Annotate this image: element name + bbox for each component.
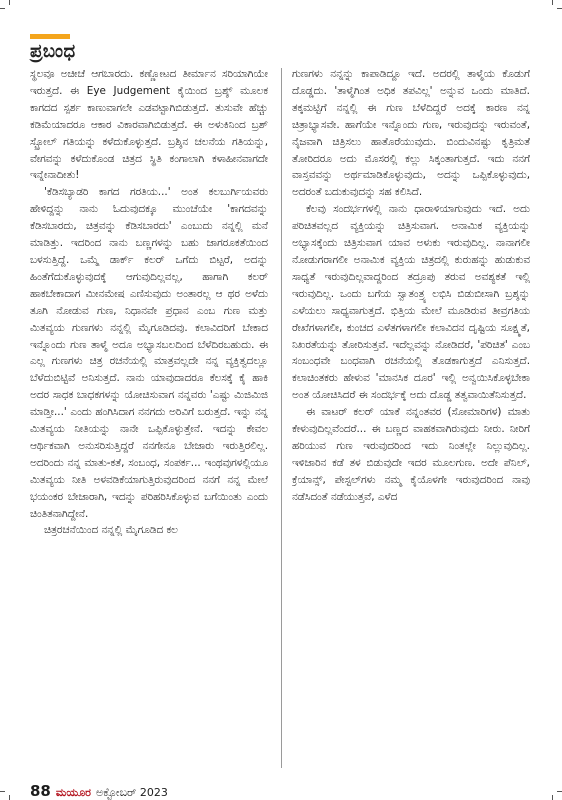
page-number: 88 xyxy=(30,782,51,800)
issue-date: ಅಕ್ಟೋಬರ್ 2023 xyxy=(95,786,168,799)
crop-mark xyxy=(557,8,562,9)
section-accent-bar xyxy=(30,34,70,39)
paragraph: 'ಕೆಡಿಸಬ್ಯಾಡರಿ ಕಾಗದ ಗರತಿಯ...' ಅಂತ ಕಲಬುರ್ಗಿಯವರು ಹೇಳಿದ್ದನ್ನು ನಾನು ಓದುವುದಕ್ಕೂ ಮುಂಚೆಯೇ 'ಕಾಗದವನ್ನು ಕೆಡಿಸಬಾರದು, ಚಿತ್ರವನ್ನು ಕೆಡಿಸಬಾರದು' ಎಂಬುದು ನನ್ನಲ್ಲಿ ಮನೆ ಮಾಡಿತ್ತು. ಇದರಿಂದ ನಾನು ಬಣ್ಣಗಳನ್ನು ಬಹು ಜಾಗರೂಕತೆಯಿಂದ ಬಳಸುತ್ತಿದ್ದೆ. ಒಮ್ಮೆ ಡಾರ್ಕ್ ಕಲರ್ ಒಗೆದು ಬಿಟ್ಟರೆ, ಅದನ್ನು ಹಿಂತೆಗೆದುಕೊಳ್ಳುವುದಕ್ಕೆ ಆಗುವುದಿಲ್ಲವಲ್ಲ, ಹಾಗಾಗಿ ಕಲರ್ ಹಾಕಬೇಕಾದಾಗ ಮೀನಮೇಷ ಎಣಿಸುವುದು ಅಂತಾರಲ್ಲ ಆ ಥರ ಅಳೆದು ತೂಗಿ ನೋಡುವ ಗುಣ, ನಿಧಾನವೇ ಪ್ರಧಾನ ಎಂಬ ಗುಣ ಮತ್ತು ಮಿತವ್ಯಯ ಗುಣಗಳು ನನ್ನಲ್ಲಿ ಮೈಗೂಡಿದವು. ಕಲಾವಿದರಿಗೆ ಬೇಕಾದ ಇನ್ನೊಂದು ಗುಣ ತಾಳ್ಮೆ ಅದೂ ಅಭ್ಯಾಸಬಲದಿಂದ ಬೆಳೆದಿರಬಹುದು. ಈ ಎಲ್ಲ ಗುಣಗಳು ಚಿತ್ರ ರಚನೆಯಲ್ಲಿ ಮಾತ್ರವಲ್ಲದೇ ನನ್ನ ವ್ಯಕ್ತಿತ್ವದಲ್ಲೂ ಬೆಳೆದುಬಿಟ್ಟಿವೆ ಅನಿಸುತ್ತದೆ. ನಾನು ಯಾವುದಾದರೂ ಕೆಲಸಕ್ಕೆ ಕೈ ಹಾಕಿ ಅದರ ಸಾಧಕ ಬಾಧಕಗಳನ್ನು ಯೋಚಿಸುವಾಗ ನನ್ನವರು 'ಎಷ್ಟು ಮಿಜಿಮಿಜಿ ಮಾಡ್ತೀ...' ಎಂದು ಹಂಗಿಸಿದಾಗ ನನಗದು ಅರಿವಿಗೆ ಬರುತ್ತದೆ. ಇನ್ನು ನನ್ನ ಮಿತವ್ಯಯ ನೀತಿಯನ್ನು ನಾನೇ ಒಪ್ಪಿಕೊಳ್ಳುತ್ತೇನೆ. ಇದನ್ನು ಕೇವಲ ಆರ್ಥಿಕವಾಗಿ ಅನುಸರಿಸುತ್ತಿದ್ದರೆ ನನಗೇನೂ ಬೇಜಾರು ಇರುತ್ತಿರಲಿಲ್ಲ. ಅದರಿಂದು ನನ್ನ ಮಾತು-ಕತೆ, ಸಂಬಂಧ, ಸಂಪರ್ಕ... ಇಂಥವುಗಳಲ್ಲಿಯೂ ಮಿತವ್ಯಯ ನೀತಿ ಅಳವಡಿಕೆಯಾಗುತ್ತಿರುವುದರಿಂದ ನನಗೆ ನನ್ನ ಮೇಲೆ ಭಯಂಕರ ಬೇಜಾರಾಗಿ, ಇದನ್ನು ಪರಿಹರಿಸಿಕೊಳ್ಳುವ ಬಗೆಯಿಂತು ಎಂದು ಚಿಂತಿತನಾಗಿದ್ದೇನೆ. xyxy=(30,186,268,520)
crop-mark xyxy=(9,0,10,5)
magazine-logo: ಮಯೂರ xyxy=(55,786,91,799)
crop-mark xyxy=(552,795,553,800)
column-divider xyxy=(281,68,282,768)
page-footer xyxy=(30,782,168,800)
right-column xyxy=(292,66,530,776)
left-column xyxy=(30,66,268,776)
crop-mark xyxy=(557,791,562,792)
crop-mark xyxy=(9,795,10,800)
crop-mark xyxy=(552,0,553,5)
crop-mark xyxy=(0,8,5,9)
section-title: ಪ್ರಬಂಧ xyxy=(30,41,76,62)
paragraph: ಕೆಲವು ಸಂದರ್ಭಗಳಲ್ಲಿ ನಾನು ಧಾರಾಳಿಯಾಗುವುದು ಇದೆ. ಅದು ಪರಿಚಿತವಲ್ಲದ ವ್ಯಕ್ತಿಯನ್ನು ಚಿತ್ರಿಸುವಾಗ. ಅನಾಮಿಕ ವ್ಯಕ್ತಿಯನ್ನು ಅಭ್ಯಾಸಕ್ಕೆಂದು ಚಿತ್ರಿಸುವಾಗ ಯಾವ ಅಳುಕು ಇರುವುದಿಲ್ಲ. ನಾನಾಗಲೀ ನೋಡುಗರಾಗಲೀ ಅನಾಮಿಕ ವ್ಯಕ್ತಿಯ ಚಿತ್ರದಲ್ಲಿ ಕುರುಹನ್ನು ಹುಡುಕುವ ಸಾಧ್ಯತೆ ಇರುವುದಿಲ್ಲವಾದ್ದರಿಂದ ತದ್ರೂಪು ತರುವ ಅವಶ್ಯಕತೆ ಇಲ್ಲಿ ಇರುವುದಿಲ್ಲ. ಒಂದು ಬಗೆಯ ಸ್ವಾತಂತ್ರ್ಯ ಲಭಿಸಿ ಬಿಡುಬೀಸಾಗಿ ಬ್ರಶ್ಶನ್ನು ಎಳೆಯಲು ಸಾಧ್ಯವಾಗುತ್ತದೆ. ಭಿತ್ತಿಯ ಮೇಲೆ ಮೂಡಿರುವ ತೀವ್ರಗತಿಯ ರೇಖೆಗಳಾಗಲೀ, ಕುಂಚದ ಎಳೆತಗಳಾಗಲೀ ಕಲಾವಿದನ ದೃಷ್ಟಿಯ ಸೂಕ್ಷ್ಮತೆ, ನಿಖರತೆಯನ್ನು ತೋರಿಸುತ್ತವೆ. ಇದೆಲ್ಲವನ್ನು ನೋಡಿದರೆ, 'ಪರಿಚಿತ' ಎಂಬ ಸಂಬಂಧವೇ ಬಂಧವಾಗಿ ರಚನೆಯಲ್ಲಿ ತೊಡಕಾಗುತ್ತದೆ ಎನಿಸುತ್ತದೆ. ಕಲಾಚಿಂತಕರು ಹೇಳುವ 'ಮಾನಸಿಕ ದೂರ' ಇಲ್ಲಿ ಅನ್ವಯಿಸಿಕೊಳ್ಳಬೇಕಾ ಅಂತ ಯೋಚಿಸಿದರೆ ಈ ಸಂದರ್ಭಕ್ಕೆ ಅದು ದೊಡ್ಡ ತತ್ವವಾಯಿತೆನಿಸುತ್ತದೆ. xyxy=(292,203,530,402)
paragraph: ಈ ವಾಟರ್ ಕಲರ್ ಯಾಕೆ ನನ್ನಂತವರ (ಸೋಮಾರಿಗಳ) ಮಾತು ಕೇಳುವುದಿಲ್ಲವೆಂದರೆ... ಈ ಬಣ್ಣದ ವಾಹಕವಾಗಿರುವುದು ನೀರು. ನೀರಿಗೆ ಹರಿಯುವ ಗುಣ ಇರುವುದರಿಂದ ಇದು ನಿಂತಲ್ಲೇ ನಿಲ್ಲುವುದಿಲ್ಲ. ಇಳಿಜಾರಿನ ಕಡೆ ತಳ ಬಿಡುವುದೇ ಇದರ ಮೂಲಗುಣ. ಅದೇ ಪೆನಿಲ್, ಕ್ರೆಯಾನ್ಸ್, ಪೇಸ್ಟಲ್‌ಗಳು ನಮ್ಮ ಕೈಯೊಳಗೇ ಇರುವುದರಿಂದ ನಾವು ನಡೆಸಿದಂತೆ ನಡೆಯುತ್ತವೆ, ಎಳೆದ xyxy=(292,406,530,503)
paragraph: ಸ್ಥಲವೂ ಅಚೀಚೆ ಆಗಬಾರದು. ಕಣ್ಣೋಟದ ತೀರ್ಮಾನ ಸರಿಯಾಗಿಯೇ ಇರುತ್ತದೆ. ಈ Eye Judgement ಕೈಯಿಂದ ಬ್ರಶ್ಶ್ ಮೂಲಕ ಕಾಗದದ ಸ್ಪರ್ಶ ಕಾಣುವಾಗಲೇ ಎಡವಟ್ಟಾಗಿಬಿಡುತ್ತದೆ. ತುಸುವೇ ಹೆಚ್ಚು ಕಡಿಮೆಯಾದರೂ ಆಕಾರ ವಿಕಾರವಾಗಿಬಿಡುತ್ತದೆ. ಈ ಅಳುಕಿನಿಂದ ಬ್ರಶ್ ಸ್ಟ್ರೋಲ್ ಗತಿಯನ್ನು ಕಳೆದುಕೊಳ್ಳುತ್ತದೆ. ಬ್ರಶ್ಶಿನ ಚಲನೆಯ ಗತಿಯನ್ನು, ವೇಗವನ್ನು ಕಳೆದುಕೊಂಡ ಚಿತ್ರದ ಸ್ಥಿತಿ ಕಂಗಾಲಾಗಿ ಕಳಾಹೀನವಾಗದೇ ಇನ್ನೇನಾದೀತು! xyxy=(30,68,268,182)
paragraph: ಚಿತ್ರರಚನೆಯಿಂದ ನನ್ನಲ್ಲಿ ಮೈಗೂಡಿದ ಕಲ xyxy=(44,524,178,537)
crop-mark xyxy=(0,791,5,792)
paragraph: ಗುಣಗಳು ನನ್ನನ್ನು ಕಾಪಾಡಿದ್ದೂ ಇದೆ. ಅದರಲ್ಲಿ ತಾಳ್ಮೆಯ ಕೊಡುಗೆ ದೊಡ್ಡದು. 'ತಾಳ್ಮೆಗಿಂತ ಅಧಿಕ ತಪವಿಲ್ಲ' ಅನ್ನುವ ಒಂದು ಮಾತಿದೆ. ತಕ್ಕಮಟ್ಟಿಗೆ ನನ್ನಲ್ಲಿ ಈ ಗುಣ ಬೆಳೆದಿದ್ದರೆ ಅದಕ್ಕೆ ಕಾರಣ ನನ್ನ ಚಿತ್ರಾಭ್ಯಾಸವೇ. ಹಾಗೆಯೇ ಇನ್ನೊಂದು ಗುಣ, ಇರುವುದನ್ನು ಇರುವಂತೆ, ನೈಜವಾಗಿ ಚಿತ್ರಿಸಲು ಹಾತೊರೆಯುವುದು. ಬಿಂದುವಿನಷ್ಟು ಕೃತ್ರಿಮತೆ ತೋರಿದರೂ ಅದು ಮೊಸರಲ್ಲಿ ಕಲ್ಲು ಸಿಕ್ಕಂತಾಗುತ್ತದೆ. ಇದು ನನಗೆ ವಾಸ್ತವವನ್ನು ಅರ್ಥಮಾಡಿಕೊಳ್ಳುವುದು, ಅದನ್ನು ಒಪ್ಪಿಕೊಳ್ಳುವುದು, ಅದರಂತೆ ಬದುಕುವುದನ್ನು ಸಹ ಕಲಿಸಿದೆ. xyxy=(292,68,530,199)
